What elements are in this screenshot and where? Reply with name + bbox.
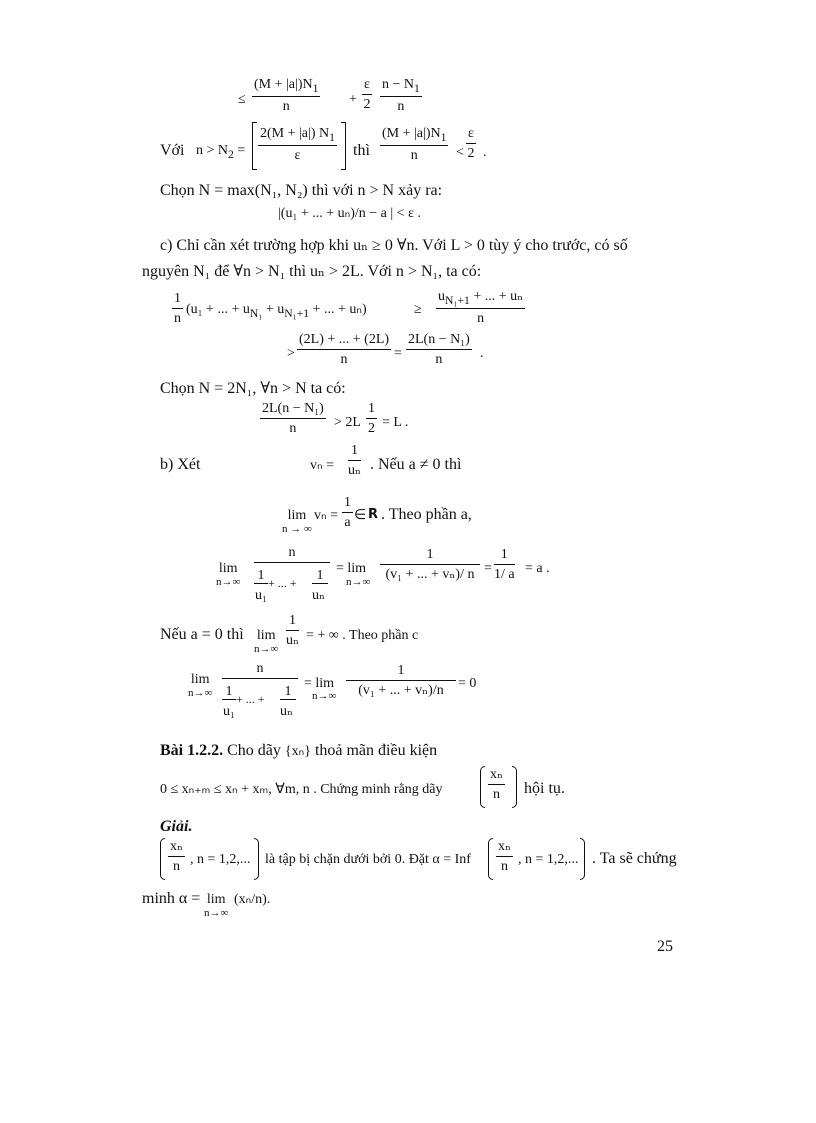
- fraction: $\frac{1}{n}$: [174, 291, 181, 326]
- text-chon-2: Chọn N = 2N₁, ∀n > N ta có:: [160, 380, 346, 397]
- brace-right: [580, 838, 585, 880]
- text-ta-se: . Ta sẽ chứng: [592, 850, 677, 867]
- eq-sign: =: [394, 346, 402, 361]
- lim-operator: lim n→∞: [216, 561, 241, 589]
- lim-operator: lim n→∞: [254, 628, 279, 656]
- text-voi: Với: [160, 142, 185, 159]
- exercise-line: Bài 1.2.2. Cho dãy {xₙ} thoả mãn điều kiện: [160, 742, 438, 759]
- lim-sub: n→∞: [312, 690, 337, 702]
- math-seq: {xₙ}: [284, 744, 311, 759]
- fraction: $\frac{1}{\text{(v₁ + ... + vₙ)/ n}}$: [380, 548, 480, 582]
- math-limit-expr: (xₙ/n).: [234, 892, 271, 907]
- plus-sign: +: [349, 92, 357, 107]
- page-number: 25: [657, 938, 673, 955]
- fraction: $\frac{(2L) + ... + (2L)}{n}$: [299, 332, 390, 367]
- fraction-floor: $\frac{2(M + |a|) N_1}{\varepsilon}$: [260, 126, 335, 164]
- text-chon-1: Chọn N = max(N₁, N₂) thì với n > N xảy ra:: [160, 182, 443, 199]
- brace-right: [254, 838, 259, 880]
- fraction: $\frac{\text{xₙ}}{n}$: [170, 839, 184, 874]
- text-hoi-tu: hội tụ.: [524, 780, 565, 797]
- math-end: = a .: [525, 561, 550, 576]
- exercise-condition: 0 ≤ xₙ₊ₘ ≤ xₙ + xₘ, ∀m, n . Chứng minh rằng dãy: [160, 782, 443, 797]
- fraction: $\frac{1}{\text{uₙ}}$: [348, 443, 362, 478]
- dot: .: [480, 346, 484, 361]
- fraction: $\frac{\text{xₙ}}{n}$: [490, 767, 504, 802]
- exercise-title: Bài 1.2.2.: [160, 742, 224, 759]
- fraction: $\frac{(M + |a|)N_1}{n}$: [382, 126, 447, 164]
- fraction: $\frac{1}{1/ a}$: [494, 547, 515, 582]
- math-v: vₙ =: [314, 508, 338, 523]
- fraction-eps: $\frac{\varepsilon}{2}$: [363, 77, 371, 112]
- brace-left: [160, 838, 165, 880]
- le-sign: ≤: [238, 92, 246, 107]
- math-end: = L .: [382, 415, 409, 430]
- math-set: , n = 1,2,...: [518, 852, 579, 867]
- brace-right: [512, 766, 517, 808]
- fraction: $\frac{\text{2L(n − N₁)}}{n}$: [408, 332, 470, 367]
- brace-left: [488, 838, 493, 880]
- math-cond: $n > N_2$ =: [196, 143, 246, 161]
- lt-sign: <: [456, 145, 464, 160]
- fraction: $\frac{1}{2}$: [368, 401, 375, 436]
- text-thi: thì: [353, 142, 370, 159]
- solution-heading: Giải.: [160, 818, 193, 835]
- math-mid: > 2L: [334, 415, 361, 430]
- fraction: $\frac{(M + |a|)N_1}{n}$: [254, 77, 319, 115]
- fraction: $\frac{\text{2L(n − N₁)}}{n}$: [262, 401, 324, 436]
- fraction: $\frac{1}{\text{(v₁ + ... + vₙ)/n}}$: [346, 664, 456, 698]
- lim-operator: lim n→∞: [188, 672, 213, 700]
- math-sum: (u₁ + ... + $u_{N_1} + u_{N_1+1}$ + ... + uₙ): [186, 302, 367, 320]
- lim-sub: n→∞: [346, 576, 371, 588]
- eq-lim: = lim: [304, 676, 335, 691]
- lim-operator: lim n → ∞: [282, 508, 312, 536]
- eq-sign: =: [484, 561, 492, 576]
- text-bi-chan: là tập bị chặn dưới bởi 0. Đặt α = Inf: [265, 852, 471, 867]
- text-neu-a0: Nếu a = 0 thì: [160, 626, 244, 643]
- fraction: $\frac{1}{a}$: [344, 495, 351, 530]
- dot: .: [483, 145, 487, 160]
- fraction: $\frac{\text{xₙ}}{n}$: [498, 839, 512, 874]
- fraction-eps: $\frac{\varepsilon}{2}$: [467, 126, 475, 161]
- math-v: vₙ =: [310, 458, 334, 473]
- text-minh: minh α =: [142, 890, 201, 907]
- bracket-right: [341, 122, 346, 170]
- eq-lim: = lim: [336, 561, 367, 576]
- in-sign: ∈: [354, 508, 367, 523]
- fraction-harmonic: n 1 u₁ + ... + 1 uₙ: [222, 662, 298, 722]
- brace-left: [480, 766, 485, 808]
- fraction: $\frac{u_{N_1+1} + ... + u_n}{n}$: [438, 289, 524, 327]
- fraction: $\frac{n - N_1}{n}$: [382, 77, 420, 115]
- ge-sign: ≥: [414, 302, 422, 317]
- math-end: = 0: [458, 676, 477, 691]
- fraction-harmonic: n 1 u₁ + ... + 1 uₙ: [254, 546, 330, 606]
- real-set-symbol: R: [368, 507, 379, 522]
- bracket-left: [252, 122, 257, 170]
- text-theo-phan-a: . Theo phần a,: [381, 506, 472, 523]
- text-neu-a: . Nếu a ≠ 0 thì: [370, 456, 462, 473]
- fraction: $\frac{1}{\text{uₙ}}$: [286, 613, 300, 648]
- math-set: , n = 1,2,...: [190, 852, 251, 867]
- lim-operator: lim n→∞: [204, 892, 229, 920]
- math-abs: |(u₁ + ... + uₙ)/n − a | < ε .: [278, 206, 421, 221]
- para-c-line1: c) Chỉ cần xét trường hợp khi uₙ ≥ 0 ∀n. Với L > 0 tùy ý cho trước, có số: [160, 237, 628, 254]
- text-b-xet: b) Xét: [160, 456, 201, 473]
- text-theo-phan-c: = + ∞ . Theo phần c: [306, 628, 419, 643]
- para-c-line2: nguyên N₁ để ∀n > N₁ thì uₙ > 2L. Với n > N₁, ta có:: [142, 263, 482, 280]
- gt-sign: >: [287, 346, 295, 361]
